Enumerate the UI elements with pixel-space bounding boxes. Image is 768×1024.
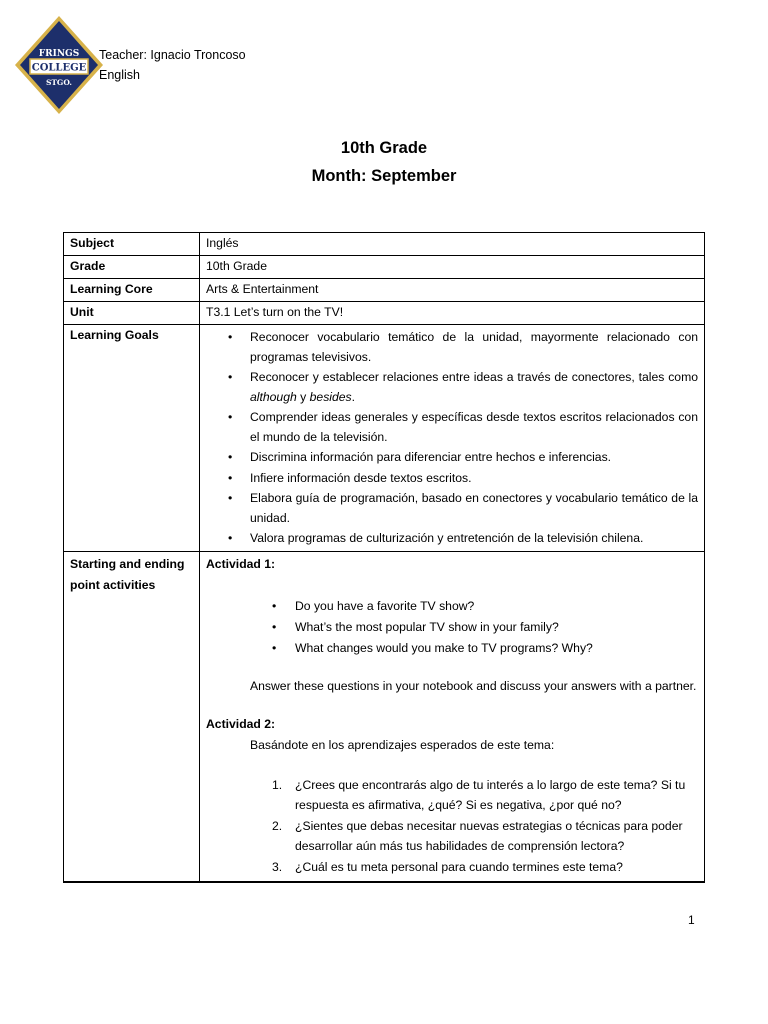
list-item: • What changes would you make to TV programs? Why? — [206, 638, 698, 659]
table-row — [64, 325, 705, 552]
logo-top-text: FRINGS — [38, 49, 80, 59]
activity-2-title: Actividad 2: — [206, 716, 276, 731]
table-row — [64, 233, 705, 256]
college-logo — [13, 14, 105, 116]
logo-bottom-text: STGO. — [45, 78, 73, 87]
question-text: ¿Crees que encontrarás algo de tu interés a lo largo de este tema? Si tu respuesta es afirmativa, ¿qué? Si es negativa, ¿por qué no? — [295, 777, 686, 812]
list-item — [206, 857, 698, 877]
table-row — [64, 302, 705, 325]
row-label: Starting and ending point activities — [64, 551, 200, 882]
course-subject: English — [99, 68, 140, 82]
list-item — [206, 816, 698, 856]
list-item: • What’s the most popular TV show in your family? — [206, 617, 698, 638]
activity-2-questions — [206, 775, 698, 877]
list-item: • Reconocer vocabulario temático de la unidad, mayormente relacionado con programas televisivos. — [206, 328, 698, 367]
list-item: • Valora programas de culturización y entretención de la televisión chilena. — [206, 529, 698, 549]
teacher-info — [99, 45, 246, 85]
goal-text: Reconocer y establecer relaciones entre ideas a través de conectores, tales como — [250, 370, 698, 384]
list-item: • Discrimina información para diferenciar entre hechos e inferencias. — [206, 448, 698, 468]
table-row — [64, 551, 705, 882]
activity-1-title: Actividad 1: — [206, 556, 276, 571]
page-number: 1 — [688, 913, 695, 927]
grade-title: 10th Grade — [340, 139, 428, 157]
list-item — [206, 368, 698, 407]
row-label: Subject — [64, 233, 200, 256]
row-label: Learning Core — [64, 279, 200, 302]
goal-text: y — [296, 389, 310, 404]
logo-middle-text: COLLEGE — [31, 62, 87, 74]
table-row — [64, 279, 705, 302]
month-title: Month: September — [311, 167, 457, 185]
list-item — [206, 775, 698, 815]
activities-cell — [200, 551, 705, 882]
activity-1-instruction: Answer these questions in your notebook and discuss your answers with a partner. — [250, 678, 697, 693]
question-text: ¿Sientes que debas necesitar nuevas estrategias o técnicas para poder desarrollar aún más tus habilidades de comprensión lectora? — [295, 818, 683, 853]
lesson-plan-table — [63, 232, 705, 883]
table-row — [64, 256, 705, 279]
row-label: Learning Goals — [64, 325, 200, 552]
learning-goals-cell — [200, 325, 705, 552]
row-value: T3.1 Let’s turn on the TV! — [200, 302, 705, 325]
learning-goals-list — [206, 328, 698, 549]
list-item: • Elabora guía de programación, basado en conectores y vocabulario temático de la unidad. — [206, 489, 698, 528]
list-item: • Comprender ideas generales y específicas desde textos escritos relacionados con el mundo de la televisión. — [206, 408, 698, 447]
list-item: • Infiere información desde textos escritos. — [206, 469, 698, 489]
goal-em-word: although — [250, 389, 297, 404]
row-label: Grade — [64, 256, 200, 279]
question-number: 2. — [272, 818, 283, 833]
row-value: Arts & Entertainment — [200, 279, 705, 302]
goal-text: . — [351, 389, 356, 404]
goal-em-word: besides — [309, 389, 352, 404]
question-number: 1. — [272, 777, 283, 792]
teacher-name: Teacher: Ignacio Troncoso — [99, 48, 246, 62]
question-number: 3. — [272, 859, 283, 874]
row-value: 10th Grade — [200, 256, 705, 279]
row-value: Inglés — [200, 233, 705, 256]
activity-1-questions — [206, 596, 698, 659]
list-item: • Do you have a favorite TV show? — [206, 596, 698, 617]
question-text: ¿Cuál es tu meta personal para cuando termines este tema? — [295, 859, 623, 874]
row-label: Unit — [64, 302, 200, 325]
activity-2-intro: Basándote en los aprendizajes esperados de este tema: — [250, 737, 555, 752]
